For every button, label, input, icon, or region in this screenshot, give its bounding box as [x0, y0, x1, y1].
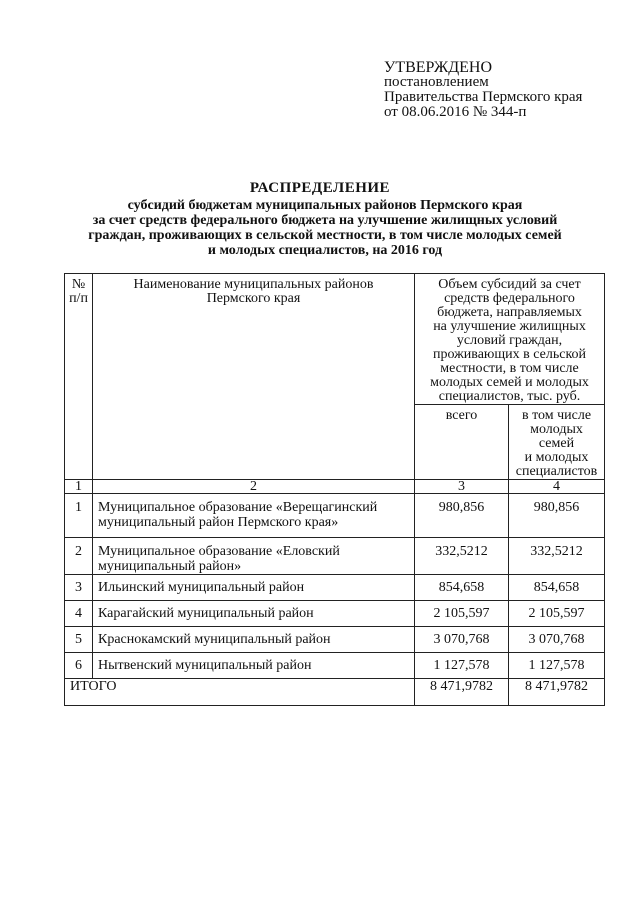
header-incl-line: молодых: [530, 422, 583, 437]
table-row: [65, 538, 605, 575]
row-number: 4: [65, 601, 93, 627]
subtitle-line: субсидий бюджетам муниципальных районов Пермского края: [127, 198, 523, 213]
header-incl-line: в том числе: [521, 408, 592, 423]
district-name-line: Муниципальное образование «Верещагинский: [98, 500, 378, 515]
header-incl-line: семей: [538, 436, 575, 451]
header-including: [509, 405, 605, 480]
table-row: [65, 653, 605, 679]
table-row: [65, 575, 605, 601]
district-name: [93, 538, 415, 575]
document-subtitle: [40, 198, 610, 258]
subsidy-total: 3 070,768: [415, 627, 509, 653]
header-subsidy-volume: [415, 274, 605, 405]
header-total: [415, 405, 509, 480]
district-name-line: Краснокамский муниципальный район: [98, 632, 331, 647]
subsidy-including: 3 070,768: [509, 627, 605, 653]
header-total-label: всего: [445, 408, 478, 423]
header-volume-line: местности, в том числе: [440, 361, 579, 376]
district-name: [93, 494, 415, 538]
district-name-line: муниципальный район Пермского края»: [98, 515, 339, 530]
grand-total: 8 471,9782: [415, 679, 509, 706]
subsidy-table: [64, 273, 605, 706]
header-incl-line: и молодых: [524, 450, 589, 465]
column-number: 1: [65, 480, 93, 494]
subsidy-including: 332,5212: [509, 538, 605, 575]
district-name: [93, 601, 415, 627]
header-number-line: п/п: [69, 291, 88, 306]
subsidy-including: 980,856: [509, 494, 605, 538]
subsidy-total: 2 105,597: [415, 601, 509, 627]
district-name: [93, 627, 415, 653]
header-name-line: Наименование муниципальных районов: [133, 277, 374, 292]
header-volume-line: условий граждан,: [456, 333, 563, 348]
approval-line: постановлением: [384, 74, 489, 90]
header-volume-line: на улучшение жилищных: [433, 319, 586, 334]
district-name-line: Нытвенский муниципальный район: [98, 658, 312, 673]
table-row: [65, 601, 605, 627]
subtitle-line: за счет средств федерального бюджета на улучшение жилищных условий: [92, 213, 558, 228]
table-row: [65, 494, 605, 538]
subsidy-including: 2 105,597: [509, 601, 605, 627]
header-incl-line: специалистов: [515, 464, 598, 479]
row-number: 2: [65, 538, 93, 575]
row-number: 5: [65, 627, 93, 653]
row-number: 3: [65, 575, 93, 601]
subsidy-including: 854,658: [509, 575, 605, 601]
approval-line: от 08.06.2016 № 344-п: [384, 104, 527, 120]
district-name-line: Ильинский муниципальный район: [98, 580, 305, 595]
total-label: ИТОГО: [65, 679, 415, 706]
subsidy-total: 1 127,578: [415, 653, 509, 679]
header-volume-line: проживающих в сельской: [432, 347, 587, 362]
header-number: [65, 274, 93, 480]
subsidy-total: 332,5212: [415, 538, 509, 575]
document-title: РАСПРЕДЕЛЕНИЕ: [249, 180, 391, 196]
column-number: 3: [415, 480, 509, 494]
subsidy-including: 1 127,578: [509, 653, 605, 679]
row-number: 6: [65, 653, 93, 679]
subtitle-line: и молодых специалистов, на 2016 год: [207, 243, 443, 258]
district-name-line: муниципальный район»: [98, 559, 242, 574]
grand-total-including: 8 471,9782: [509, 679, 605, 706]
column-number-row: [65, 480, 605, 494]
column-number: 2: [93, 480, 415, 494]
approval-heading: УТВЕРЖДЕНО: [384, 59, 493, 76]
district-name: [93, 575, 415, 601]
district-name: [93, 653, 415, 679]
subsidy-total: 980,856: [415, 494, 509, 538]
district-name-line: Муниципальное образование «Еловский: [98, 544, 340, 559]
district-name-line: Карагайский муниципальный район: [98, 606, 314, 621]
header-name-line: Пермского края: [206, 291, 301, 306]
approval-line: Правительства Пермского края: [384, 89, 583, 105]
header-volume-line: Объем субсидий за счет: [438, 277, 581, 292]
total-row: [65, 679, 605, 706]
row-number: 1: [65, 494, 93, 538]
header-number-line: №: [71, 277, 86, 292]
header-volume-line: молодых семей и молодых: [430, 375, 589, 390]
header-volume-line: средств федерального: [444, 291, 575, 306]
subsidy-total: 854,658: [415, 575, 509, 601]
table-row: [65, 627, 605, 653]
header-district-name: [93, 274, 415, 480]
column-number: 4: [509, 480, 605, 494]
header-volume-line: специалистов, тыс. руб.: [438, 389, 581, 404]
header-volume-line: бюджета, направляемых: [437, 305, 582, 320]
subtitle-line: граждан, проживающих в сельской местности, в том числе молодых семей: [88, 228, 562, 243]
approval-stamp: [384, 60, 582, 120]
